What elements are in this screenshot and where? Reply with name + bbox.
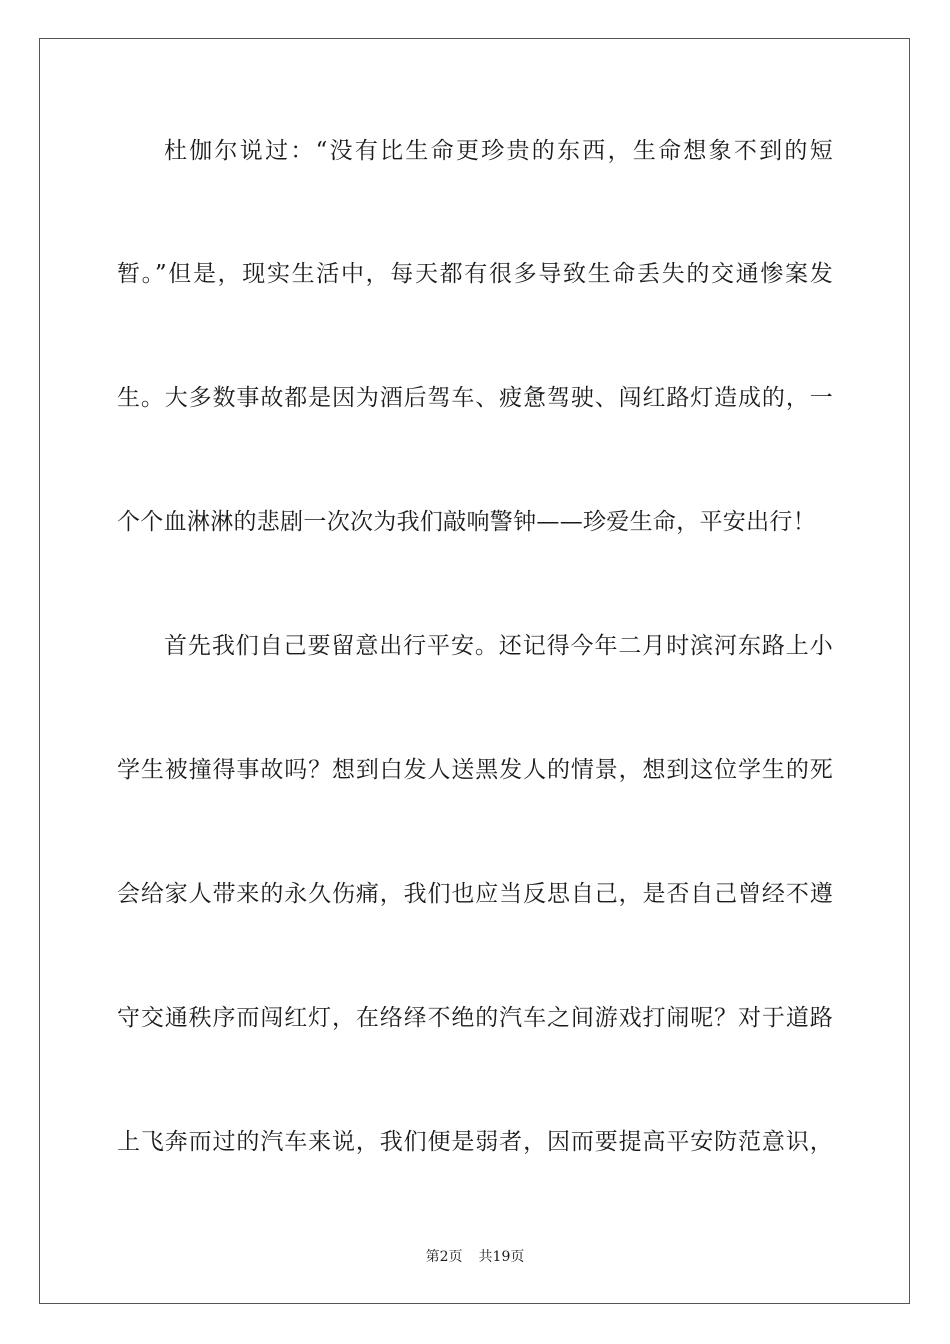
text-line: 杜伽尔说过：“没有比生命更珍贵的东西，生命想象不到的短 — [164, 138, 833, 164]
total-pages: 共19页 — [478, 1249, 525, 1265]
page-number: 第2页 — [425, 1249, 463, 1265]
text-line: 上飞奔而过的汽车来说，我们便是弱者，因而要提高平安防范意识， — [117, 1129, 833, 1155]
text-line: 个个血淋淋的悲剧一次次为我们敲响警钟——珍爱生命，平安出行！ — [117, 509, 816, 535]
text-line: 会给家人带来的永久伤痛，我们也应当反思自己，是否自己曾经不遵 — [117, 881, 833, 907]
text-line: 首先我们自己要留意出行平安。还记得今年二月时滨河东路上小 — [164, 633, 833, 659]
text-line: 守交通秩序而闯红灯，在络绎不绝的汽车之间游戏打闹呢？对于道路 — [117, 1005, 833, 1031]
text-line: 学生被撞得事故吗？想到白发人送黑发人的情景，想到这位学生的死 — [117, 757, 833, 783]
text-line: 暂。”但是，现实生活中，每天都有很多导致生命丢失的交通惨案发 — [117, 261, 833, 287]
page-frame — [39, 38, 910, 1304]
text-line: 生。大多数事故都是因为酒后驾车、疲惫驾驶、闯红路灯造成的，一 — [117, 385, 833, 411]
page-footer — [0, 1248, 950, 1266]
